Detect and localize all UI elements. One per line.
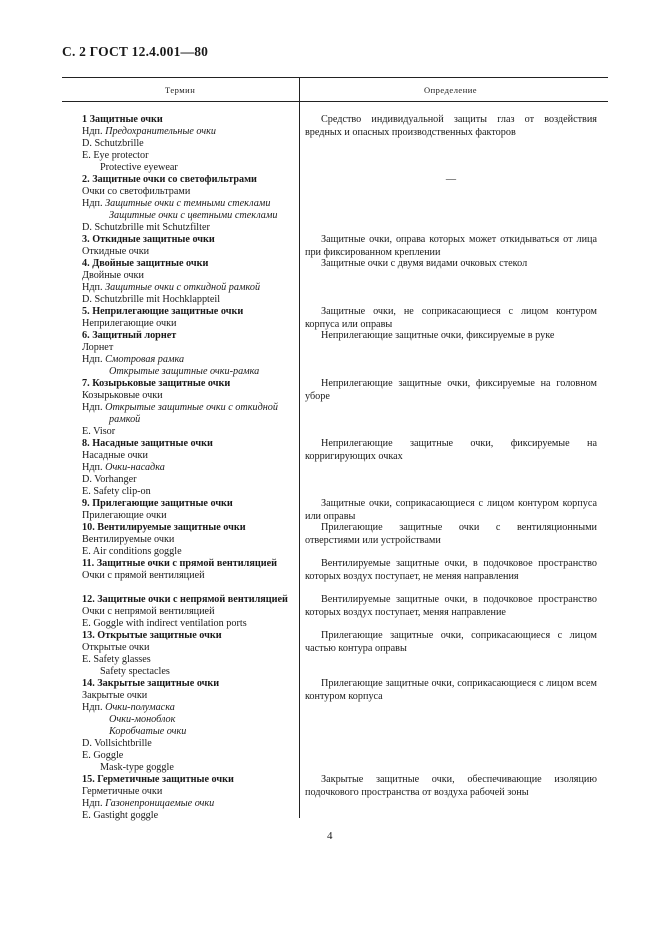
term-line: Ндп. Очки-насадка	[82, 462, 165, 473]
definition-text: Средство индивидуальной защиты глаз от воздействия вредных и опасных производственных факторов	[305, 114, 597, 138]
term-line: Ндп. Защитные очки с темными стеклами	[82, 198, 271, 209]
definition-text: Защитные очки, не соприкасающиеся с лицом контуром корпуса или оправы	[305, 306, 597, 330]
definition-text: Закрытые защитные очки, обеспечивающие изоляцию подочкового пространства от воздуха рабочей зоны	[305, 774, 597, 798]
terms-column-header: Термин	[165, 85, 196, 95]
term-line: D. Vorhanger	[82, 474, 137, 485]
term-line: Открытые защитные очки-рамка	[109, 366, 260, 377]
table-header-rule	[62, 101, 608, 102]
definition-text: Защитные очки с двумя видами очковых стекол	[321, 258, 528, 269]
term-line: Коробчатые очки	[109, 726, 187, 737]
term-line: 11. Защитные очки с прямой вентиляцией	[82, 558, 277, 569]
page-header: С. 2 ГОСТ 12.4.001—80	[62, 44, 209, 59]
definition-text: Прилегающие защитные очки с вентиляционными отверстиями или устройствами	[305, 522, 597, 546]
definition-text: Вентилируемые защитные очки, в подочковое пространство которых воздух поступает, не меняя направления	[305, 558, 597, 582]
term-line: 2. Защитные очки со светофильтрами	[82, 174, 257, 185]
term-line: E. Eye protector	[82, 150, 149, 161]
term-line: Двойные очки	[82, 270, 144, 281]
term-line: Очки с непрямой вентиляцией	[82, 606, 215, 617]
definition-text: Неприлегающие защитные очки, фиксируемые в руке	[321, 330, 555, 341]
term-line: 1 Защитные очки	[82, 114, 163, 125]
term-line: E. Gastight goggle	[82, 810, 159, 821]
term-line: E. Safety clip-on	[82, 486, 151, 497]
term-line: D. Schutzbrille	[82, 138, 144, 149]
term-line: 3. Откидные защитные очки	[82, 234, 215, 245]
term-line: Козырьковые очки	[82, 390, 163, 401]
term-line: Лорнет	[82, 342, 114, 353]
term-line: 10. Вентилируемые защитные очки	[82, 522, 246, 533]
term-line: 6. Защитный лорнет	[82, 330, 177, 341]
term-line: E. Goggle	[82, 750, 124, 761]
term-line: Ндп. Газонепроницаемые очки	[82, 798, 215, 809]
term-line: Protective eyewear	[100, 162, 178, 173]
term-line: Открытые очки	[82, 642, 150, 653]
term-line: Очки с прямой вентиляцией	[82, 570, 205, 581]
term-line: рамкой	[109, 414, 141, 425]
term-line: E. Air conditions goggle	[82, 546, 182, 557]
term-line: Ндп. Очки-полумаска	[82, 702, 175, 713]
term-line: Очки-моноблок	[109, 714, 176, 725]
definition-text: Прилегающие защитные очки, соприкасающиеся с лицом частью контура оправы	[305, 630, 597, 654]
term-line: 9. Прилегающие защитные очки	[82, 498, 233, 509]
term-line: D. Schutzbrille mit Schutzfilter	[82, 222, 210, 233]
term-line: 4. Двойные защитные очки	[82, 258, 209, 269]
term-line: 14. Закрытые защитные очки	[82, 678, 220, 689]
term-line: E. Visor	[82, 426, 116, 437]
term-line: Ндп. Предохранительные очки	[82, 126, 216, 137]
column-divider	[299, 77, 300, 818]
term-line: 15. Герметичные защитные очки	[82, 774, 234, 785]
term-line: Насадные очки	[82, 450, 148, 461]
term-line: Откидные очки	[82, 246, 150, 257]
term-line: Очки со светофильтрами	[82, 186, 191, 197]
term-line: D. Schutzbrille mit Hochklappteil	[82, 294, 221, 305]
term-line: Закрытые очки	[82, 690, 148, 701]
definitions-column-header: Определение	[424, 85, 478, 95]
table-top-rule	[62, 77, 608, 78]
term-line: Safety spectacles	[100, 666, 170, 677]
term-line: Ндп. Смотровая рамка	[82, 354, 185, 365]
term-line: Ндп. Открытые защитные очки с откидной	[82, 402, 278, 413]
definition-text: Вентилируемые защитные очки, в подочковое пространство которых воздух поступает, меняя направление	[305, 594, 597, 618]
page-number: 4	[327, 830, 333, 842]
definition-text: —	[445, 174, 457, 185]
definition-text: Неприлегающие защитные очки, фиксируемые на корригирующих очках	[305, 438, 597, 462]
term-line: 5. Неприлегающие защитные очки	[82, 306, 244, 317]
term-line: Защитные очки с цветными стеклами	[109, 210, 278, 221]
term-line: 7. Козырьковые защитные очки	[82, 378, 231, 389]
definition-text: Защитные очки, оправа которых может откидываться от лица при фиксированном креплении	[305, 234, 597, 258]
term-line: Герметичные очки	[82, 786, 163, 797]
term-line: Mask-type goggle	[100, 762, 174, 773]
definition-text: Прилегающие защитные очки, соприкасающиеся с лицом всем контуром корпуса	[305, 678, 597, 702]
term-line: 8. Насадные защитные очки	[82, 438, 213, 449]
term-line: Неприлегающие очки	[82, 318, 177, 329]
term-line: Прилегающие очки	[82, 510, 167, 521]
term-line: E. Safety glasses	[82, 654, 151, 665]
term-line: 13. Открытые защитные очки	[82, 630, 222, 641]
term-line: 12. Защитные очки с непрямой вентиляцией	[82, 594, 288, 605]
term-line: E. Goggle with indirect ventilation ports	[82, 618, 247, 629]
definition-text: Защитные очки, соприкасающиеся с лицом контуром корпуса или оправы	[305, 498, 597, 522]
definition-text: Неприлегающие защитные очки, фиксируемые на головном уборе	[305, 378, 597, 402]
term-line: D. Vollsichtbrille	[82, 738, 152, 749]
term-line: Ндп. Защитные очки с откидной рамкой	[82, 282, 261, 293]
term-line: Вентилируемые очки	[82, 534, 175, 545]
